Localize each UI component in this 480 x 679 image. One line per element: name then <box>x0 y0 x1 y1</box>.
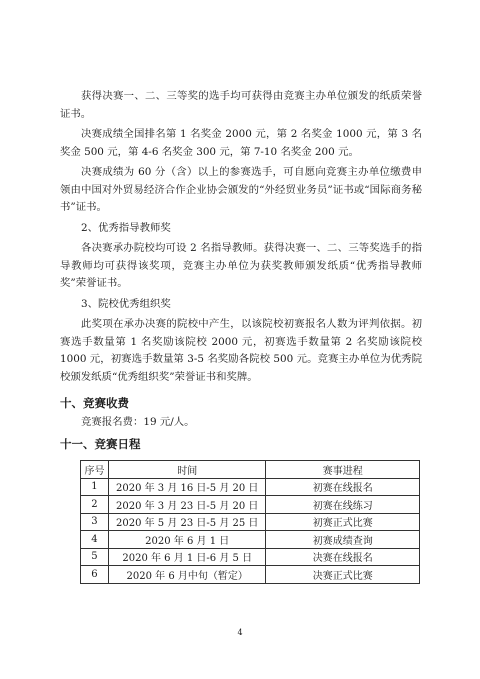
table-row <box>81 531 420 549</box>
table-cell: 5 <box>81 548 109 566</box>
subheading-organization-award: 3、院校优秀组织奖 <box>81 298 171 310</box>
schedule-table <box>80 460 420 584</box>
table-cell: 3 <box>81 513 109 531</box>
column-header-index: 序号 <box>81 461 109 479</box>
table-cell: 2 <box>81 496 109 514</box>
section-heading-schedule: 十一、竞赛日程 <box>60 437 141 451</box>
table-cell: 初赛在线报名 <box>266 478 420 496</box>
page-number: 4 <box>237 628 243 637</box>
subheading-teacher-award: 2、优秀指导教师奖 <box>81 222 171 234</box>
table-cell: 1 <box>81 478 109 496</box>
paragraph-certificate-application: 决赛成绩为 60 分（含）以上的参赛选手，可自愿向竞赛主办单位缴费申领由中国对外贸易经济合作企业协会颁发的“外经贸业务员”证书或“国际商务秘书”证书。 <box>60 166 422 213</box>
paragraph-prize-money: 决赛成绩全国排名第 1 名奖金 2000 元，第 2 名奖金 1000 元，第 3 名奖金 500 元，第 4-6 名奖金 300 元，第 7-10 名奖金 200 元。 <box>60 128 422 158</box>
column-header-progress: 赛事进程 <box>266 461 420 479</box>
table-cell: 2020 年 3 月 16 日-5 月 20 日 <box>108 478 266 496</box>
table-cell: 初赛正式比赛 <box>266 513 420 531</box>
table-cell: 4 <box>81 531 109 549</box>
table-cell: 2020 年 3 月 23 日-5 月 20 日 <box>108 496 266 514</box>
table-cell: 2020 年 5 月 23 日-5 月 25 日 <box>108 513 266 531</box>
table-cell: 初赛成绩查询 <box>266 531 420 549</box>
paragraph-teacher-award: 各决赛承办院校均可设 2 名指导教师。获得决赛一、二、三等奖选手的指导教师均可获得该奖项，竞赛主办单位为获奖教师颁发纸质“优秀指导教师奖”荣誉证书。 <box>60 242 422 289</box>
table-cell: 决赛在线报名 <box>266 548 420 566</box>
column-header-time: 时间 <box>108 461 266 479</box>
table-cell: 2020 年 6 月中旬（暂定） <box>108 566 266 584</box>
table-cell: 6 <box>81 566 109 584</box>
paragraph-organization-award: 此奖项在承办决赛的院校中产生，以该院校初赛报名人数为评判依据。初赛选手数量第 1 名奖励该院校 2000 元，初赛选手数量第 2 名奖励该院校 1000 元，初赛选手数量第 3-5 名奖励各院校 500 元。竞赛主办单位为优秀院校颁发纸质“优秀组织奖”荣誉证书和奖牌。 <box>60 318 422 383</box>
table-header-row <box>81 461 420 479</box>
table-cell: 2020 年 6 月 1 日 <box>108 531 266 549</box>
table-cell: 初赛在线练习 <box>266 496 420 514</box>
table-cell: 决赛正式比赛 <box>266 566 420 584</box>
table-cell: 2020 年 6 月 1 日-6 月 5 日 <box>108 548 266 566</box>
table-row <box>81 513 420 531</box>
table-row <box>81 496 420 514</box>
section-heading-fees: 十、竞赛收费 <box>60 396 129 410</box>
table-row <box>81 566 420 584</box>
table-row <box>81 548 420 566</box>
paragraph-award-certificate: 获得决赛一、二、三等奖的选手均可获得由竞赛主办单位颁发的纸质荣誉证书。 <box>60 90 422 120</box>
paragraph-registration-fee: 竞赛报名费：19 元/人。 <box>81 416 195 428</box>
table-row <box>81 478 420 496</box>
